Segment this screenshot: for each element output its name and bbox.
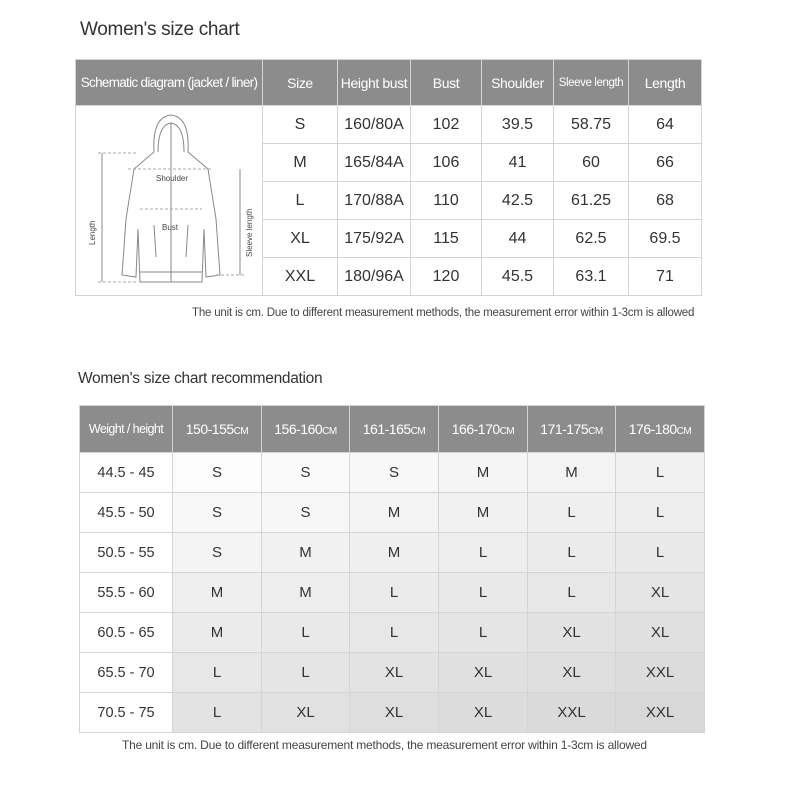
table-row [76,106,702,144]
cell-weight: 70.5 - 75 [80,693,173,733]
table-row [80,653,705,693]
height-range-value: 171-175 [540,421,589,437]
cell-recommended-size: S [173,533,262,573]
cell-recommended-size: L [439,613,528,653]
cell-recommended-size: XXL [528,693,616,733]
header-weight-height: Weight / height [80,406,173,453]
cell-bust: 115 [411,220,482,258]
cell-recommended-size: XL [616,573,705,613]
unit-label: CM [410,426,426,437]
header-bust: Bust [411,60,482,106]
cell-weight: 45.5 - 50 [80,493,173,533]
unit-label: CM [233,426,249,437]
cell-bust: 102 [411,106,482,144]
cell-weight: 44.5 - 45 [80,453,173,493]
table-row [80,573,705,613]
header-height-range [262,406,350,453]
cell-sleeve-length: 60 [554,144,629,182]
header-height-range [528,406,616,453]
cell-length: 71 [629,258,702,296]
cell-recommended-size: S [173,453,262,493]
cell-sleeve-length: 63.1 [554,258,629,296]
table-row [80,493,705,533]
jacket-diagram-cell [76,106,263,296]
cell-recommended-size: L [528,533,616,573]
cell-sleeve-length: 58.75 [554,106,629,144]
shoulder-label: Shoulder [156,173,189,183]
cell-recommended-size: M [173,573,262,613]
recommendation-header-row [80,406,705,453]
cell-recommended-size: S [262,453,350,493]
cell-recommended-size: XL [350,693,439,733]
unit-label: CM [322,426,337,437]
cell-recommended-size: L [616,533,705,573]
recommendation-title: Women's size chart recommendation [78,370,323,387]
cell-height-bust: 170/88A [338,182,411,220]
cell-shoulder: 45.5 [482,258,554,296]
bust-label: Bust [162,222,179,232]
cell-recommended-size: M [350,533,439,573]
cell-recommended-size: XXL [616,653,705,693]
cell-recommended-size: XL [439,693,528,733]
cell-recommended-size: M [439,493,528,533]
cell-recommended-size: M [173,613,262,653]
cell-weight: 60.5 - 65 [80,613,173,653]
table-row [80,693,705,733]
header-height-bust: Height bust [338,60,411,106]
cell-recommended-size: XXL [616,693,705,733]
cell-size: L [263,182,338,220]
header-height-range [173,406,262,453]
cell-recommended-size: S [350,453,439,493]
size-chart-header-row [76,60,702,106]
cell-bust: 110 [411,182,482,220]
cell-length: 68 [629,182,702,220]
cell-recommended-size: M [262,573,350,613]
length-label: Length [88,220,97,245]
cell-weight: 50.5 - 55 [80,533,173,573]
pocket-left [154,225,156,257]
cell-recommended-size: L [528,493,616,533]
cell-recommended-size: L [262,653,350,693]
cell-recommended-size: L [439,573,528,613]
jacket-schematic [76,107,263,295]
cell-size: XL [263,220,338,258]
height-range-value: 166-170 [451,421,500,437]
cell-weight: 65.5 - 70 [80,653,173,693]
cell-recommended-size: L [439,533,528,573]
cell-height-bust: 180/96A [338,258,411,296]
cell-shoulder: 41 [482,144,554,182]
recommendation-table [79,405,705,733]
cell-sleeve-length: 61.25 [554,182,629,220]
header-height-range [439,406,528,453]
cell-size: S [263,106,338,144]
cell-length: 69.5 [629,220,702,258]
cell-recommended-size: XL [350,653,439,693]
cell-bust: 120 [411,258,482,296]
cell-recommended-size: L [262,613,350,653]
cell-recommended-size: XL [528,653,616,693]
cell-recommended-size: L [528,573,616,613]
cell-recommended-size: M [350,493,439,533]
cell-recommended-size: S [173,493,262,533]
sleeve-length-label: Sleeve length [245,208,254,257]
cell-recommended-size: XL [439,653,528,693]
cell-size: XXL [263,258,338,296]
header-height-range [350,406,439,453]
cell-recommended-size: L [173,693,262,733]
height-range-value: 161-165 [362,421,411,437]
height-range-value: 150-155 [185,421,234,437]
cell-recommended-size: L [616,453,705,493]
height-range-value: 176-180 [628,421,677,437]
cell-size: M [263,144,338,182]
table-row [80,453,705,493]
table-row [80,533,705,573]
cell-recommended-size: XL [616,613,705,653]
recommendation-note: The unit is cm. Due to different measurement methods, the measurement error within 1-3cm is allowed [122,738,647,752]
unit-label: CM [588,426,603,437]
cell-length: 66 [629,144,702,182]
header-sleeve-length: Sleeve length [554,60,629,106]
size-chart-note: The unit is cm. Due to different measurement methods, the measurement error within 1-3cm is allowed [192,307,695,319]
table-row [80,613,705,653]
height-range-value: 156-160 [274,421,323,437]
cell-recommended-size: M [262,533,350,573]
cell-recommended-size: L [173,653,262,693]
cell-recommended-size: L [616,493,705,533]
cell-shoulder: 39.5 [482,106,554,144]
header-length: Length [629,60,702,106]
size-chart-table [75,59,702,296]
unit-label: CM [676,426,692,437]
cell-recommended-size: XL [262,693,350,733]
cell-shoulder: 42.5 [482,182,554,220]
unit-label: CM [499,426,515,437]
cell-recommended-size: L [350,613,439,653]
cell-height-bust: 160/80A [338,106,411,144]
cell-sleeve-length: 62.5 [554,220,629,258]
cell-recommended-size: XL [528,613,616,653]
cell-length: 64 [629,106,702,144]
cell-shoulder: 44 [482,220,554,258]
cell-recommended-size: S [262,493,350,533]
header-schematic: Schematic diagram (jacket / liner) [76,60,263,106]
cell-height-bust: 165/84A [338,144,411,182]
cell-recommended-size: M [439,453,528,493]
cell-height-bust: 175/92A [338,220,411,258]
cell-recommended-size: L [350,573,439,613]
cell-bust: 106 [411,144,482,182]
header-height-range [616,406,705,453]
cell-weight: 55.5 - 60 [80,573,173,613]
pocket-right [186,225,188,257]
cell-recommended-size: M [528,453,616,493]
size-chart-title: Women's size chart [80,19,240,40]
header-shoulder: Shoulder [482,60,554,106]
header-size: Size [263,60,338,106]
